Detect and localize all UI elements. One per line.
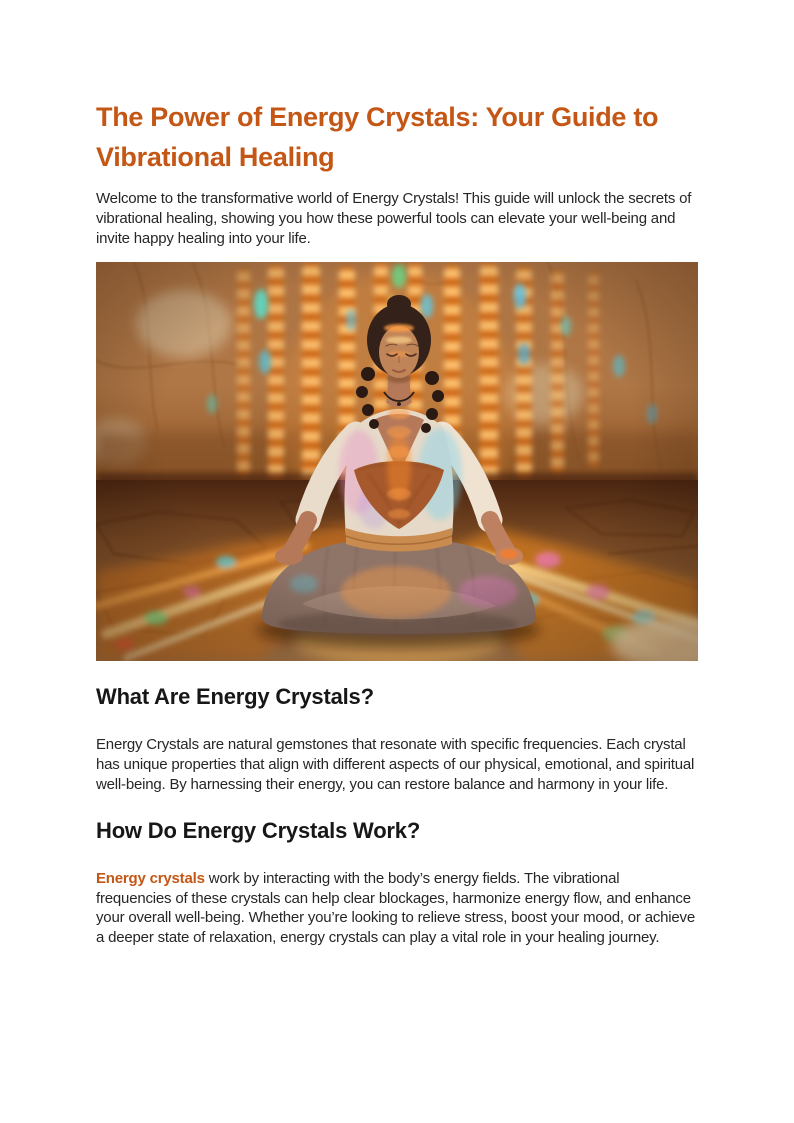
document-title: The Power of Energy Crystals: Your Guide to Vibrational Healing — [96, 102, 659, 172]
hero-image-illustration — [96, 262, 698, 661]
how-do-energy-crystals-work-paragraph — [96, 869, 698, 948]
how-do-paragraph-text: work by interacting with the body’s energy fields. The vibrational frequencies of these crystals can help clear blockages, harmonize energy flow, and enhance your overall well-being. Whether you’re looking to relieve stress, boost your mood, or achieve a deeper state of relaxation, energy crystals can play a vital role in your healing journey. — [96, 869, 695, 947]
section-heading-how-do-energy-crystals-work: How Do Energy Crystals Work? — [96, 817, 421, 843]
energy-crystals-link[interactable]: Energy crystals — [96, 869, 205, 887]
hero-image — [96, 262, 698, 661]
section-heading-what-are-energy-crystals: What Are Energy Crystals? — [96, 684, 374, 710]
intro-paragraph: Welcome to the transformative world of Energy Crystals! This guide will unlock the secrets of vibrational healing, showing you how these powerful tools can elevate your well-being and invite happy healing into your life. — [96, 190, 692, 247]
what-are-energy-crystals-paragraph: Energy Crystals are natural gemstones that resonate with specific frequencies. Each crystal has unique properties that align with different aspects of our physical, emotional, and spiritual well-being. By harnessing their energy, you can restore balance and harmony in your life. — [96, 736, 695, 793]
